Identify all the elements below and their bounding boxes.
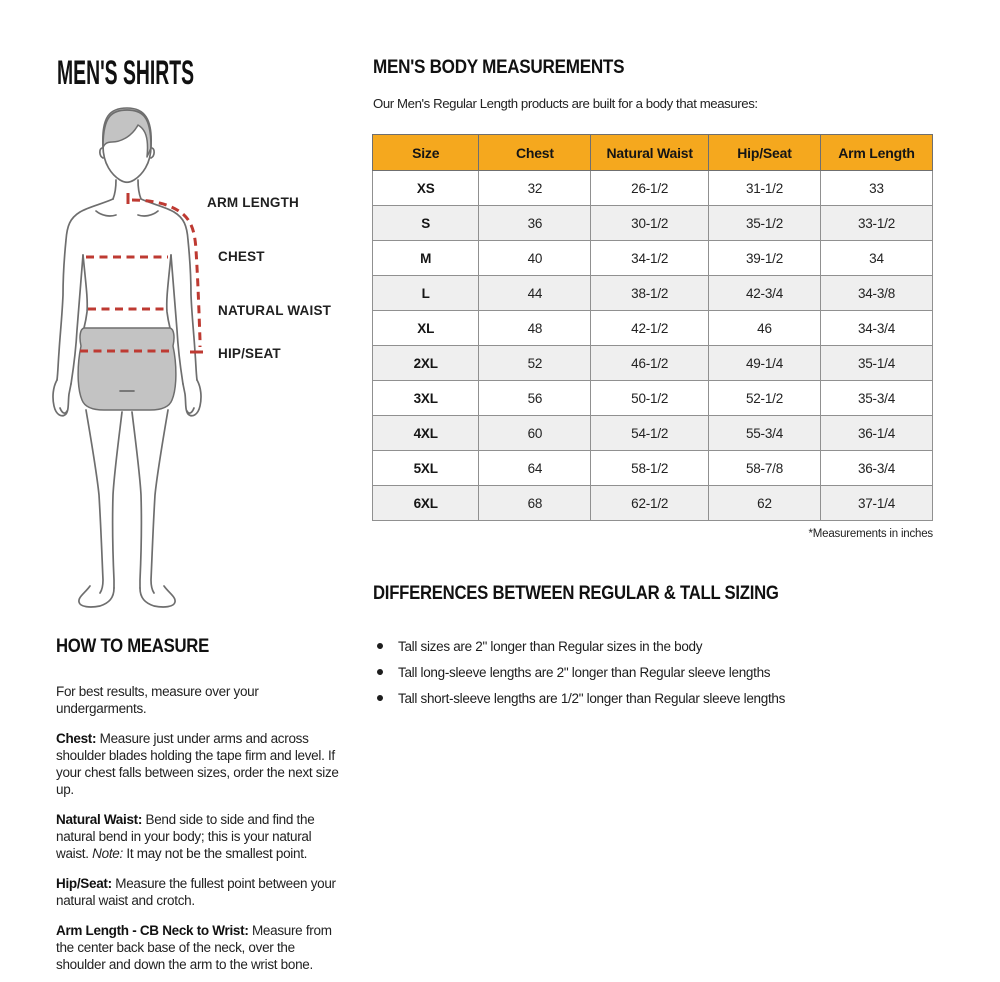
shorts-shape [78, 328, 176, 410]
measurement-cell: 36 [479, 206, 591, 241]
table-row [373, 451, 933, 486]
size-table-header [373, 135, 933, 171]
measurement-cell: 39-1/2 [708, 241, 820, 276]
measurement-cell: 35-1/2 [708, 206, 820, 241]
measurement-cell: 34-1/2 [591, 241, 709, 276]
measurement-cell: 26-1/2 [591, 171, 709, 206]
figure-label-natural-waist: NATURAL WAIST [218, 303, 332, 318]
measurement-cell: 58-1/2 [591, 451, 709, 486]
measure-intro: For best results, measure over your undergarments. [56, 684, 259, 716]
measurement-cell: 55-3/4 [708, 416, 820, 451]
size-cell: 5XL [373, 451, 479, 486]
measurement-cell: 68 [479, 486, 591, 521]
measure-item-arm-length: Arm Length - CB Neck to Wrist: Measure from the center back base of the neck, over the shoulder and down the arm to the wrist bone. [56, 923, 332, 972]
measurement-cell: 42-3/4 [708, 276, 820, 311]
size-cell: 2XL [373, 346, 479, 381]
measurement-cell: 56 [479, 381, 591, 416]
table-row [373, 416, 933, 451]
size-cell: 3XL [373, 381, 479, 416]
measurement-cell: 50-1/2 [591, 381, 709, 416]
body-measurements-subheading: Our Men's Regular Length products are built for a body that measures: [373, 96, 758, 111]
measure-note: Note: [92, 846, 123, 861]
measurement-cell: 35-3/4 [820, 381, 932, 416]
page-title: MEN'S SHIRTS [57, 54, 195, 92]
measurement-cell: 34-3/8 [820, 276, 932, 311]
size-cell: M [373, 241, 479, 276]
measurement-cell: 62 [708, 486, 820, 521]
measurement-cell: 62-1/2 [591, 486, 709, 521]
differences-list [375, 638, 955, 716]
measurement-cell: 35-1/4 [820, 346, 932, 381]
measurement-cell: 46-1/2 [591, 346, 709, 381]
list-item: Tall long-sleeve lengths are 2" longer than Regular sleeve lengths [375, 664, 955, 681]
body-figure-illustration [50, 90, 360, 630]
list-item: Tall short-sleeve lengths are 1/2" longer than Regular sleeve lengths [375, 690, 955, 707]
measurement-cell: 31-1/2 [708, 171, 820, 206]
size-cell: XL [373, 311, 479, 346]
measurement-cell: 64 [479, 451, 591, 486]
measure-label-chest: Chest: [56, 731, 97, 746]
header-cell-hip-seat: Hip/Seat [708, 135, 820, 171]
measurement-cell: 46 [708, 311, 820, 346]
measurement-cell: 60 [479, 416, 591, 451]
measurement-cell: 36-1/4 [820, 416, 932, 451]
size-cell: 4XL [373, 416, 479, 451]
table-row [373, 276, 933, 311]
figure-label-arm-length: ARM LENGTH [207, 195, 299, 210]
table-row [373, 311, 933, 346]
table-row [373, 171, 933, 206]
header-cell-natural-waist: Natural Waist [591, 135, 709, 171]
measure-label-hip-seat: Hip/Seat: [56, 876, 112, 891]
table-row [373, 486, 933, 521]
bullet-icon [377, 695, 383, 701]
measure-item-chest: Chest: Measure just under arms and across shoulder blades holding the tape firm and level. If your chest falls between sizes, order the next size up. [56, 731, 339, 797]
size-cell: XS [373, 171, 479, 206]
measurement-cell: 48 [479, 311, 591, 346]
measurement-cell: 33 [820, 171, 932, 206]
table-row [373, 346, 933, 381]
size-table [372, 134, 933, 521]
table-row [373, 381, 933, 416]
measurement-cell: 52-1/2 [708, 381, 820, 416]
measurement-cell: 36-3/4 [820, 451, 932, 486]
measurement-cell: 30-1/2 [591, 206, 709, 241]
size-cell: L [373, 276, 479, 311]
figure-label-hip-seat: HIP/SEAT [218, 346, 281, 361]
table-row [373, 206, 933, 241]
measurement-cell: 42-1/2 [591, 311, 709, 346]
measure-label-arm-length: Arm Length - CB Neck to Wrist: [56, 923, 249, 938]
measurement-cell: 52 [479, 346, 591, 381]
table-row [373, 241, 933, 276]
how-to-measure-section [56, 636, 344, 982]
measurement-cell: 40 [479, 241, 591, 276]
bullet-icon [377, 669, 383, 675]
measure-item-hip-seat: Hip/Seat: Measure the fullest point between your natural waist and crotch. [56, 876, 336, 908]
table-footnote: *Measurements in inches [808, 528, 933, 540]
measurement-cell: 34-3/4 [820, 311, 932, 346]
list-item: Tall sizes are 2" longer than Regular sizes in the body [375, 638, 955, 655]
bullet-icon [377, 643, 383, 649]
header-cell-size: Size [373, 135, 479, 171]
size-table-body [373, 171, 933, 521]
differences-heading: DIFFERENCES BETWEEN REGULAR & TALL SIZING [373, 583, 779, 604]
measurement-cell: 38-1/2 [591, 276, 709, 311]
measurement-cell: 32 [479, 171, 591, 206]
measurement-cell: 37-1/4 [820, 486, 932, 521]
measurement-cell: 58-7/8 [708, 451, 820, 486]
measurement-cell: 33-1/2 [820, 206, 932, 241]
measure-item-natural-waist: Natural Waist: Bend side to side and find the natural bend in your body; this is your natural waist. Note: It may not be the smallest point. [56, 812, 315, 861]
measurement-cell: 54-1/2 [591, 416, 709, 451]
measurement-cell: 44 [479, 276, 591, 311]
body-measurements-heading: MEN'S BODY MEASUREMENTS [373, 57, 625, 78]
how-to-measure-heading: HOW TO MEASURE [56, 636, 209, 657]
figure-label-chest: CHEST [218, 249, 265, 264]
size-cell: 6XL [373, 486, 479, 521]
size-cell: S [373, 206, 479, 241]
measure-label-natural-waist: Natural Waist: [56, 812, 143, 827]
measurement-cell: 49-1/4 [708, 346, 820, 381]
body-measurement-diagram [50, 90, 390, 630]
header-cell-chest: Chest [479, 135, 591, 171]
header-cell-arm-length: Arm Length [820, 135, 932, 171]
measurement-cell: 34 [820, 241, 932, 276]
